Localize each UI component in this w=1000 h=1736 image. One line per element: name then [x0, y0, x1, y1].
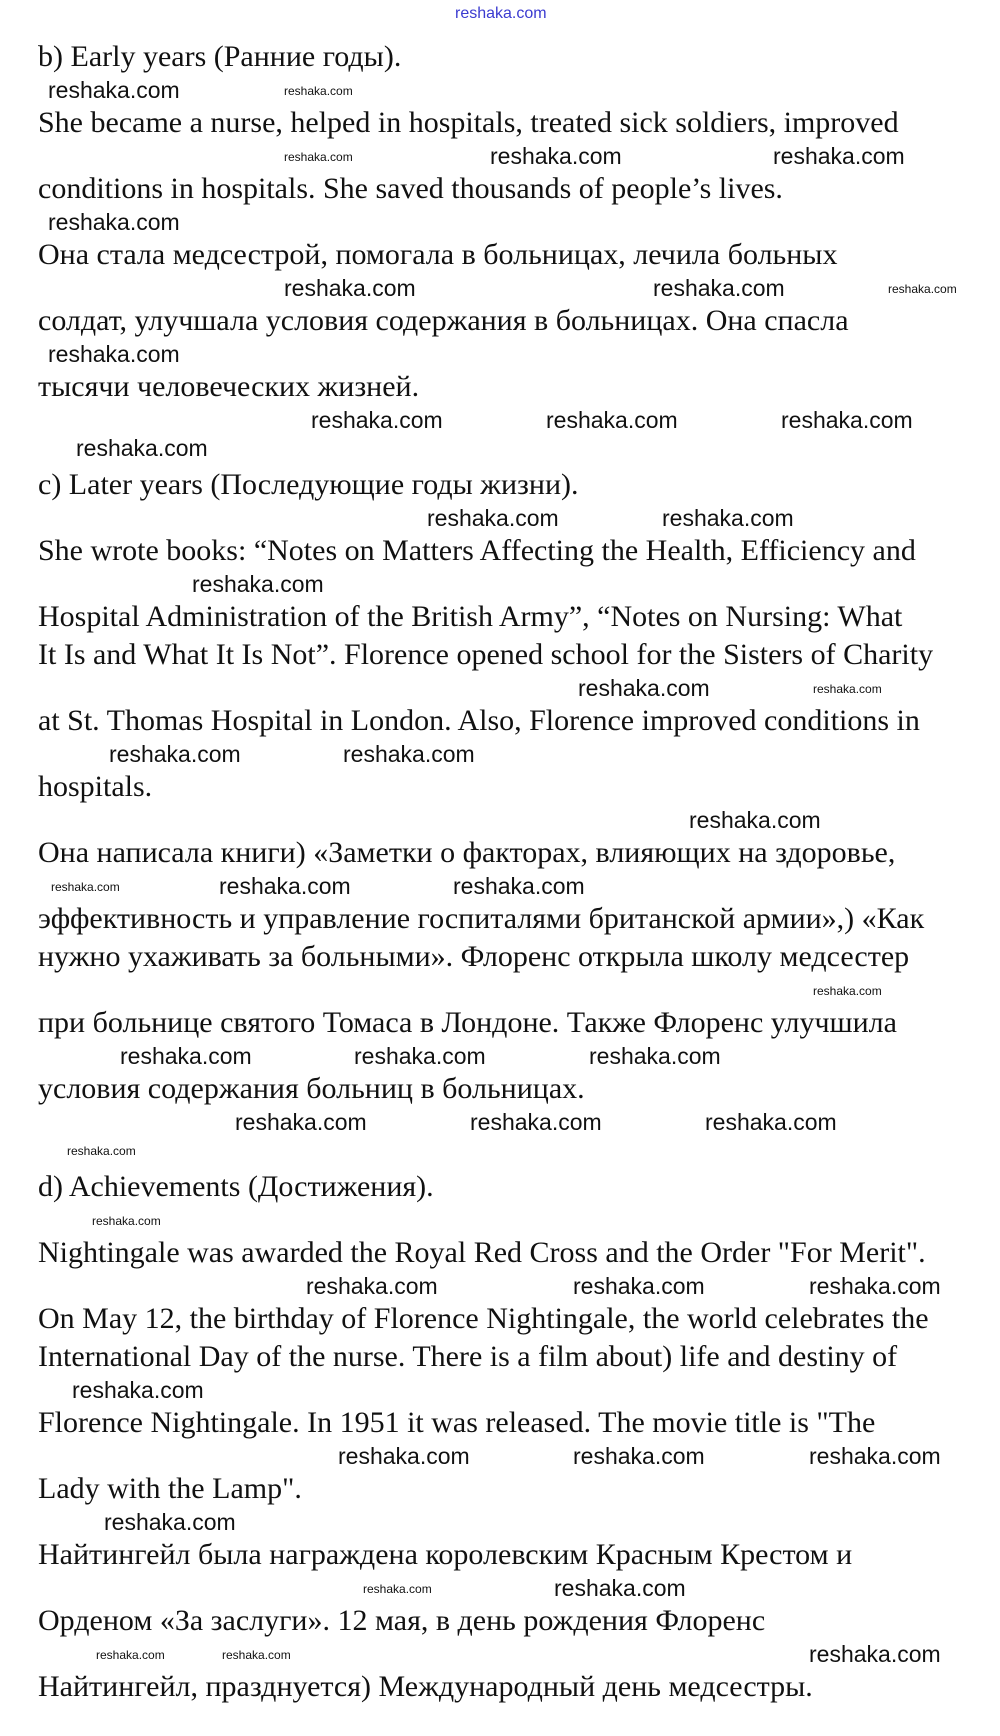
watermark-text: reshaka.com [813, 984, 882, 998]
watermark-text: reshaka.com [284, 150, 353, 164]
watermark-text: reshaka.com [689, 807, 821, 833]
watermark-text: reshaka.com [72, 1377, 204, 1403]
english-paragraph-line: Florence Nightingale. In 1951 it was released. The movie title is "The [38, 1406, 876, 1439]
watermark-text: reshaka.com [338, 1443, 470, 1469]
watermark-text: reshaka.com [781, 407, 913, 433]
english-paragraph-line: It Is and What It Is Not”. Florence opened school for the Sisters of Charity [38, 638, 934, 671]
watermark-text: reshaka.com [573, 1273, 705, 1299]
watermark-row [38, 76, 963, 104]
russian-paragraph-line: тысячи человеческих жизней. [38, 370, 420, 403]
watermark-row [38, 1272, 963, 1300]
english-paragraph-line: She wrote books: “Notes on Matters Affecting the Health, Efficiency and [38, 534, 916, 567]
watermark-row [38, 406, 963, 434]
watermark-row [38, 872, 963, 900]
watermark-row [38, 806, 963, 834]
watermark-text: reshaka.com [219, 873, 351, 899]
russian-paragraph-line: нужно ухаживать за больными». Флоренс открыла школу медсестер [38, 940, 910, 973]
watermark-text: reshaka.com [109, 741, 241, 767]
russian-paragraph-line: Найтингейл, празднуется) Международный день медсестры. [38, 1670, 813, 1703]
english-paragraph-line: hospitals. [38, 770, 153, 803]
section-heading: d) Achievements (Достижения). [38, 1170, 434, 1203]
watermark-text: reshaka.com [306, 1273, 438, 1299]
watermark-text: reshaka.com [96, 1648, 165, 1662]
watermark-text: reshaka.com [354, 1043, 486, 1069]
watermark-row [38, 1108, 963, 1136]
watermark-row [38, 1376, 963, 1404]
watermark-row [38, 1640, 963, 1668]
watermark-text: reshaka.com [490, 143, 622, 169]
watermark-text: reshaka.com [192, 571, 324, 597]
watermark-text: reshaka.com [92, 1214, 161, 1228]
russian-paragraph-line: Она написала книги) «Заметки о факторах, влияющих на здоровье, [38, 836, 896, 869]
watermark-text: reshaka.com [311, 407, 443, 433]
watermark-row [38, 434, 963, 462]
section-heading: c) Later years (Последующие годы жизни). [38, 468, 579, 501]
watermark-text: reshaka.com [705, 1109, 837, 1135]
watermark-text: reshaka.com [48, 77, 180, 103]
document-body [0, 38, 1000, 1736]
watermark-row [38, 674, 963, 702]
watermark-text: reshaka.com [662, 505, 794, 531]
watermark-text: reshaka.com [284, 275, 416, 301]
watermark-row [38, 274, 963, 302]
watermark-row [38, 570, 963, 598]
russian-paragraph-line: Найтингейл была награждена королевским Красным Крестом и [38, 1538, 853, 1571]
watermark-text: reshaka.com [546, 407, 678, 433]
watermark-text: reshaka.com [453, 873, 585, 899]
watermark-text: reshaka.com [48, 341, 180, 367]
watermark-text: reshaka.com [48, 209, 180, 235]
english-paragraph-line: On May 12, the birthday of Florence Nightingale, the world celebrates the [38, 1302, 929, 1335]
watermark-text: reshaka.com [813, 682, 882, 696]
english-paragraph-line: at St. Thomas Hospital in London. Also, Florence improved conditions in [38, 704, 920, 737]
watermark-row [38, 340, 963, 368]
watermark-row [38, 1574, 963, 1602]
watermark-text: reshaka.com [222, 1648, 291, 1662]
watermark-row [38, 740, 963, 768]
russian-paragraph-line: эффективность и управление госпиталями британской армии»,) «Как [38, 902, 925, 935]
english-paragraph-line: Hospital Administration of the British Army”, “Notes on Nursing: What [38, 600, 903, 633]
watermark-text: reshaka.com [120, 1043, 252, 1069]
watermark-text: reshaka.com [363, 1582, 432, 1596]
header-watermark: reshaka.com [455, 5, 547, 22]
russian-paragraph-line: Орденом «За заслуги». 12 мая, в день рождения Флоренс [38, 1604, 766, 1637]
watermark-row [38, 208, 963, 236]
watermark-text: reshaka.com [554, 1575, 686, 1601]
russian-paragraph-line: Она стала медсестрой, помогала в больницах, лечила больных [38, 238, 838, 271]
watermark-text: reshaka.com [809, 1641, 941, 1667]
watermark-row [38, 976, 963, 1004]
watermark-text: reshaka.com [51, 880, 120, 894]
watermark-text: reshaka.com [67, 1144, 136, 1158]
watermark-row [38, 504, 963, 532]
watermark-row [38, 1042, 963, 1070]
watermark-text: reshaka.com [427, 505, 559, 531]
header-row [0, 0, 1000, 34]
english-paragraph-line: conditions in hospitals. She saved thousands of people’s lives. [38, 172, 783, 205]
section-heading: b) Early years (Ранние годы). [38, 40, 402, 73]
watermark-text: reshaka.com [343, 741, 475, 767]
watermark-text: reshaka.com [589, 1043, 721, 1069]
watermark-row [38, 1206, 963, 1234]
watermark-text: reshaka.com [76, 435, 208, 461]
watermark-text: reshaka.com [773, 143, 905, 169]
watermark-text: reshaka.com [235, 1109, 367, 1135]
watermark-text: reshaka.com [809, 1443, 941, 1469]
watermark-row [38, 1136, 963, 1164]
watermark-text: reshaka.com [653, 275, 785, 301]
watermark-text: reshaka.com [284, 84, 353, 98]
english-paragraph-line: Nightingale was awarded the Royal Red Cross and the Order "For Merit". [38, 1236, 926, 1269]
russian-paragraph-line: условия содержания больниц в больницах. [38, 1072, 585, 1105]
english-paragraph-line: Lady with the Lamp". [38, 1472, 302, 1505]
watermark-row [38, 1508, 963, 1536]
english-paragraph-line: She became a nurse, helped in hospitals, treated sick soldiers, improved [38, 106, 899, 139]
russian-paragraph-line: при больнице святого Томаса в Лондоне. Также Флоренс улучшила [38, 1006, 897, 1039]
watermark-text: reshaka.com [104, 1509, 236, 1535]
watermark-text: reshaka.com [573, 1443, 705, 1469]
english-paragraph-line: International Day of the nurse. There is a film about) life and destiny of [38, 1340, 898, 1373]
watermark-text: reshaka.com [578, 675, 710, 701]
watermark-text: reshaka.com [888, 282, 957, 296]
russian-paragraph-line: солдат, улучшала условия содержания в больницах. Она спасла [38, 304, 849, 337]
watermark-text: reshaka.com [470, 1109, 602, 1135]
watermark-text: reshaka.com [809, 1273, 941, 1299]
watermark-row [38, 142, 963, 170]
watermark-row [38, 1442, 963, 1470]
